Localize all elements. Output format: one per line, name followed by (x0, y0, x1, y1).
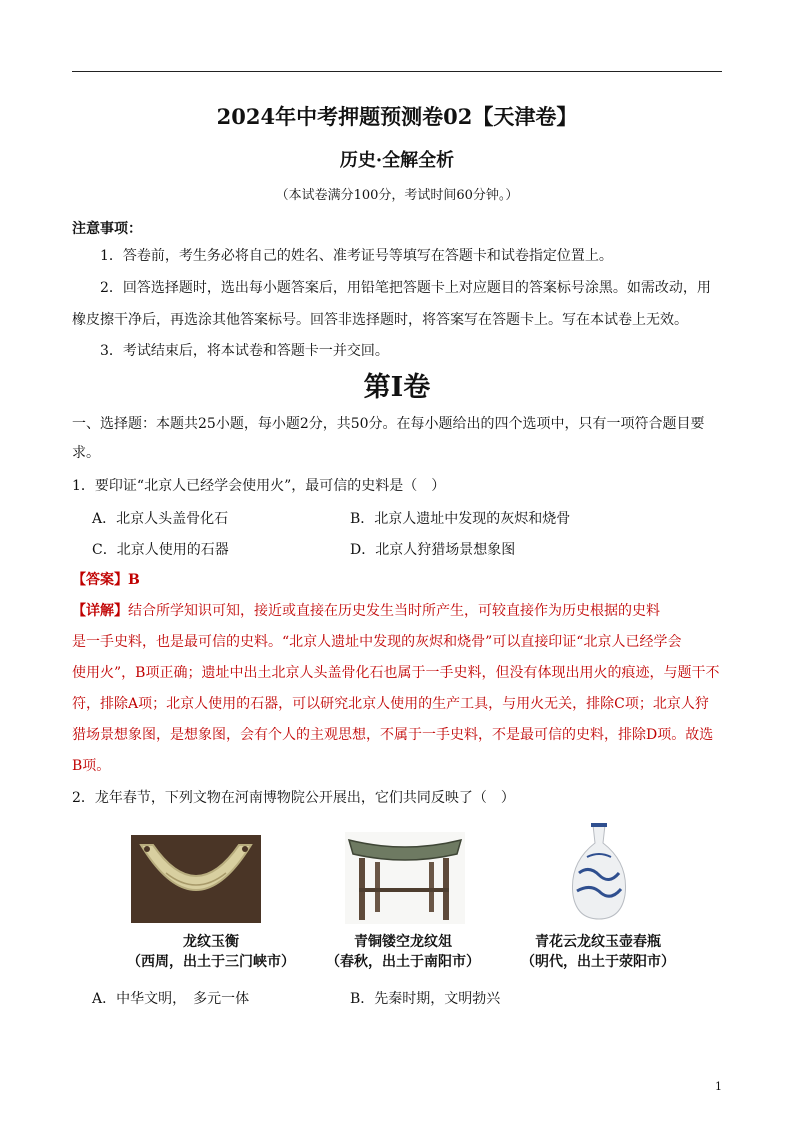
page-title: 2024年中考押题预测卷02【天津卷】 (216, 104, 578, 129)
porcelain-vase-icon (563, 821, 635, 923)
artifact-1-caption (101, 932, 321, 972)
artifact-3-name: 青花云龙纹玉壶春瓶 (535, 934, 661, 950)
answer-tag: 【答案】 (72, 572, 128, 588)
section-instruction-cont: 求。 (72, 445, 100, 461)
header-rule (72, 71, 722, 72)
q1-detail-line-4: 符，排除A项；北京人使用的石器，可以研究北京人使用的生产工具，与用火无关，排除C项；北京人狩 (72, 696, 709, 712)
q1-answer (72, 570, 140, 590)
notice-item-2-cont: 橡皮擦干净后，再选涂其他答案标号。回答非选择题时，将答案写在答题卡上。写在本试卷上无效。 (72, 312, 688, 328)
notice-item-1: 1．答卷前，考生务必将自己的姓名、准考证号等填写在答题卡和试卷指定位置上。 (100, 248, 613, 264)
section-title: 第Ⅰ卷 (363, 372, 431, 403)
q1-option-d: D．北京人狩猎场景想象图 (350, 542, 516, 558)
q1-option-b: B．北京人遗址中发现的灰烬和烧骨 (350, 511, 571, 527)
page-subtitle: 历史·全解全析 (339, 150, 455, 171)
porcelain-vase-image (563, 821, 635, 923)
notice-item-3: 3．考试结束后，将本试卷和答题卡一并交回。 (100, 343, 389, 359)
notices-heading: 注意事项： (72, 221, 142, 237)
artifact-3-caption (488, 932, 708, 972)
q1-detail-line-1 (72, 601, 722, 621)
q1-option-a: A．北京人头盖骨化石 (92, 511, 229, 527)
bronze-table-icon (345, 832, 465, 924)
notice-item-2: 2．回答选择题时，选出每小题答案后，用铅笔把答题卡上对应题目的答案标号涂黑。如需改动，用 (100, 280, 711, 296)
q2-stem: 2．龙年春节，下列文物在河南博物院公开展出，它们共同反映了（ ） (72, 790, 515, 806)
artifact-2-name: 青铜镂空龙纹俎 (354, 934, 452, 950)
page-number: 1 (715, 1080, 722, 1093)
artifact-2-caption (293, 932, 513, 972)
artifact-1-info: （西周，出土于三门峡市） (127, 954, 295, 970)
q1-detail-line-6: B项。 (72, 758, 111, 774)
artifact-1-name: 龙纹玉衡 (183, 934, 239, 950)
artifact-2-info: （春秋，出土于南阳市） (326, 954, 480, 970)
jade-pendant-image (131, 835, 261, 923)
artifact-3-info: （明代，出土于荥阳市） (521, 954, 675, 970)
detail-text: 结合所学知识可知，接近或直接在历史发生当时所产生，可较直接作为历史根据的史料 (128, 603, 660, 619)
q2-option-a: A．中华文明， 多元一体 (92, 991, 250, 1007)
jade-pendant-icon (131, 835, 261, 923)
q1-detail-line-2: 是一手史料，也是最可信的史料。“北京人遗址中发现的灰烬和烧骨”可以直接印证“北京人已经学会 (72, 634, 682, 650)
q1-detail-line-3: 使用火”，B项正确；遗址中出土北京人头盖骨化石也属于一手史料，但没有体现出用火的痕迹，与题干不 (72, 665, 720, 681)
detail-tag: 【详解】 (72, 603, 128, 619)
answer-value: B (128, 572, 140, 588)
q2-option-b: B．先秦时期，文明勃兴 (350, 991, 501, 1007)
q1-option-c: C．北京人使用的石器 (92, 542, 229, 558)
bronze-table-image (345, 832, 465, 924)
exam-note: （本试卷满分100分，考试时间60分钟。） (275, 188, 519, 203)
section-instruction: 一、选择题：本题共25小题，每小题2分，共50分。在每小题给出的四个选项中，只有一项符合题目要 (72, 416, 705, 432)
q1-stem: 1．要印证“北京人已经学会使用火”，最可信的史料是（ ） (72, 478, 446, 494)
q1-detail-line-5: 猎场景想象图，是想象图，会有个人的主观思想，不属于一手史料，不是最可信的史料，排除D项。故选 (72, 727, 714, 743)
